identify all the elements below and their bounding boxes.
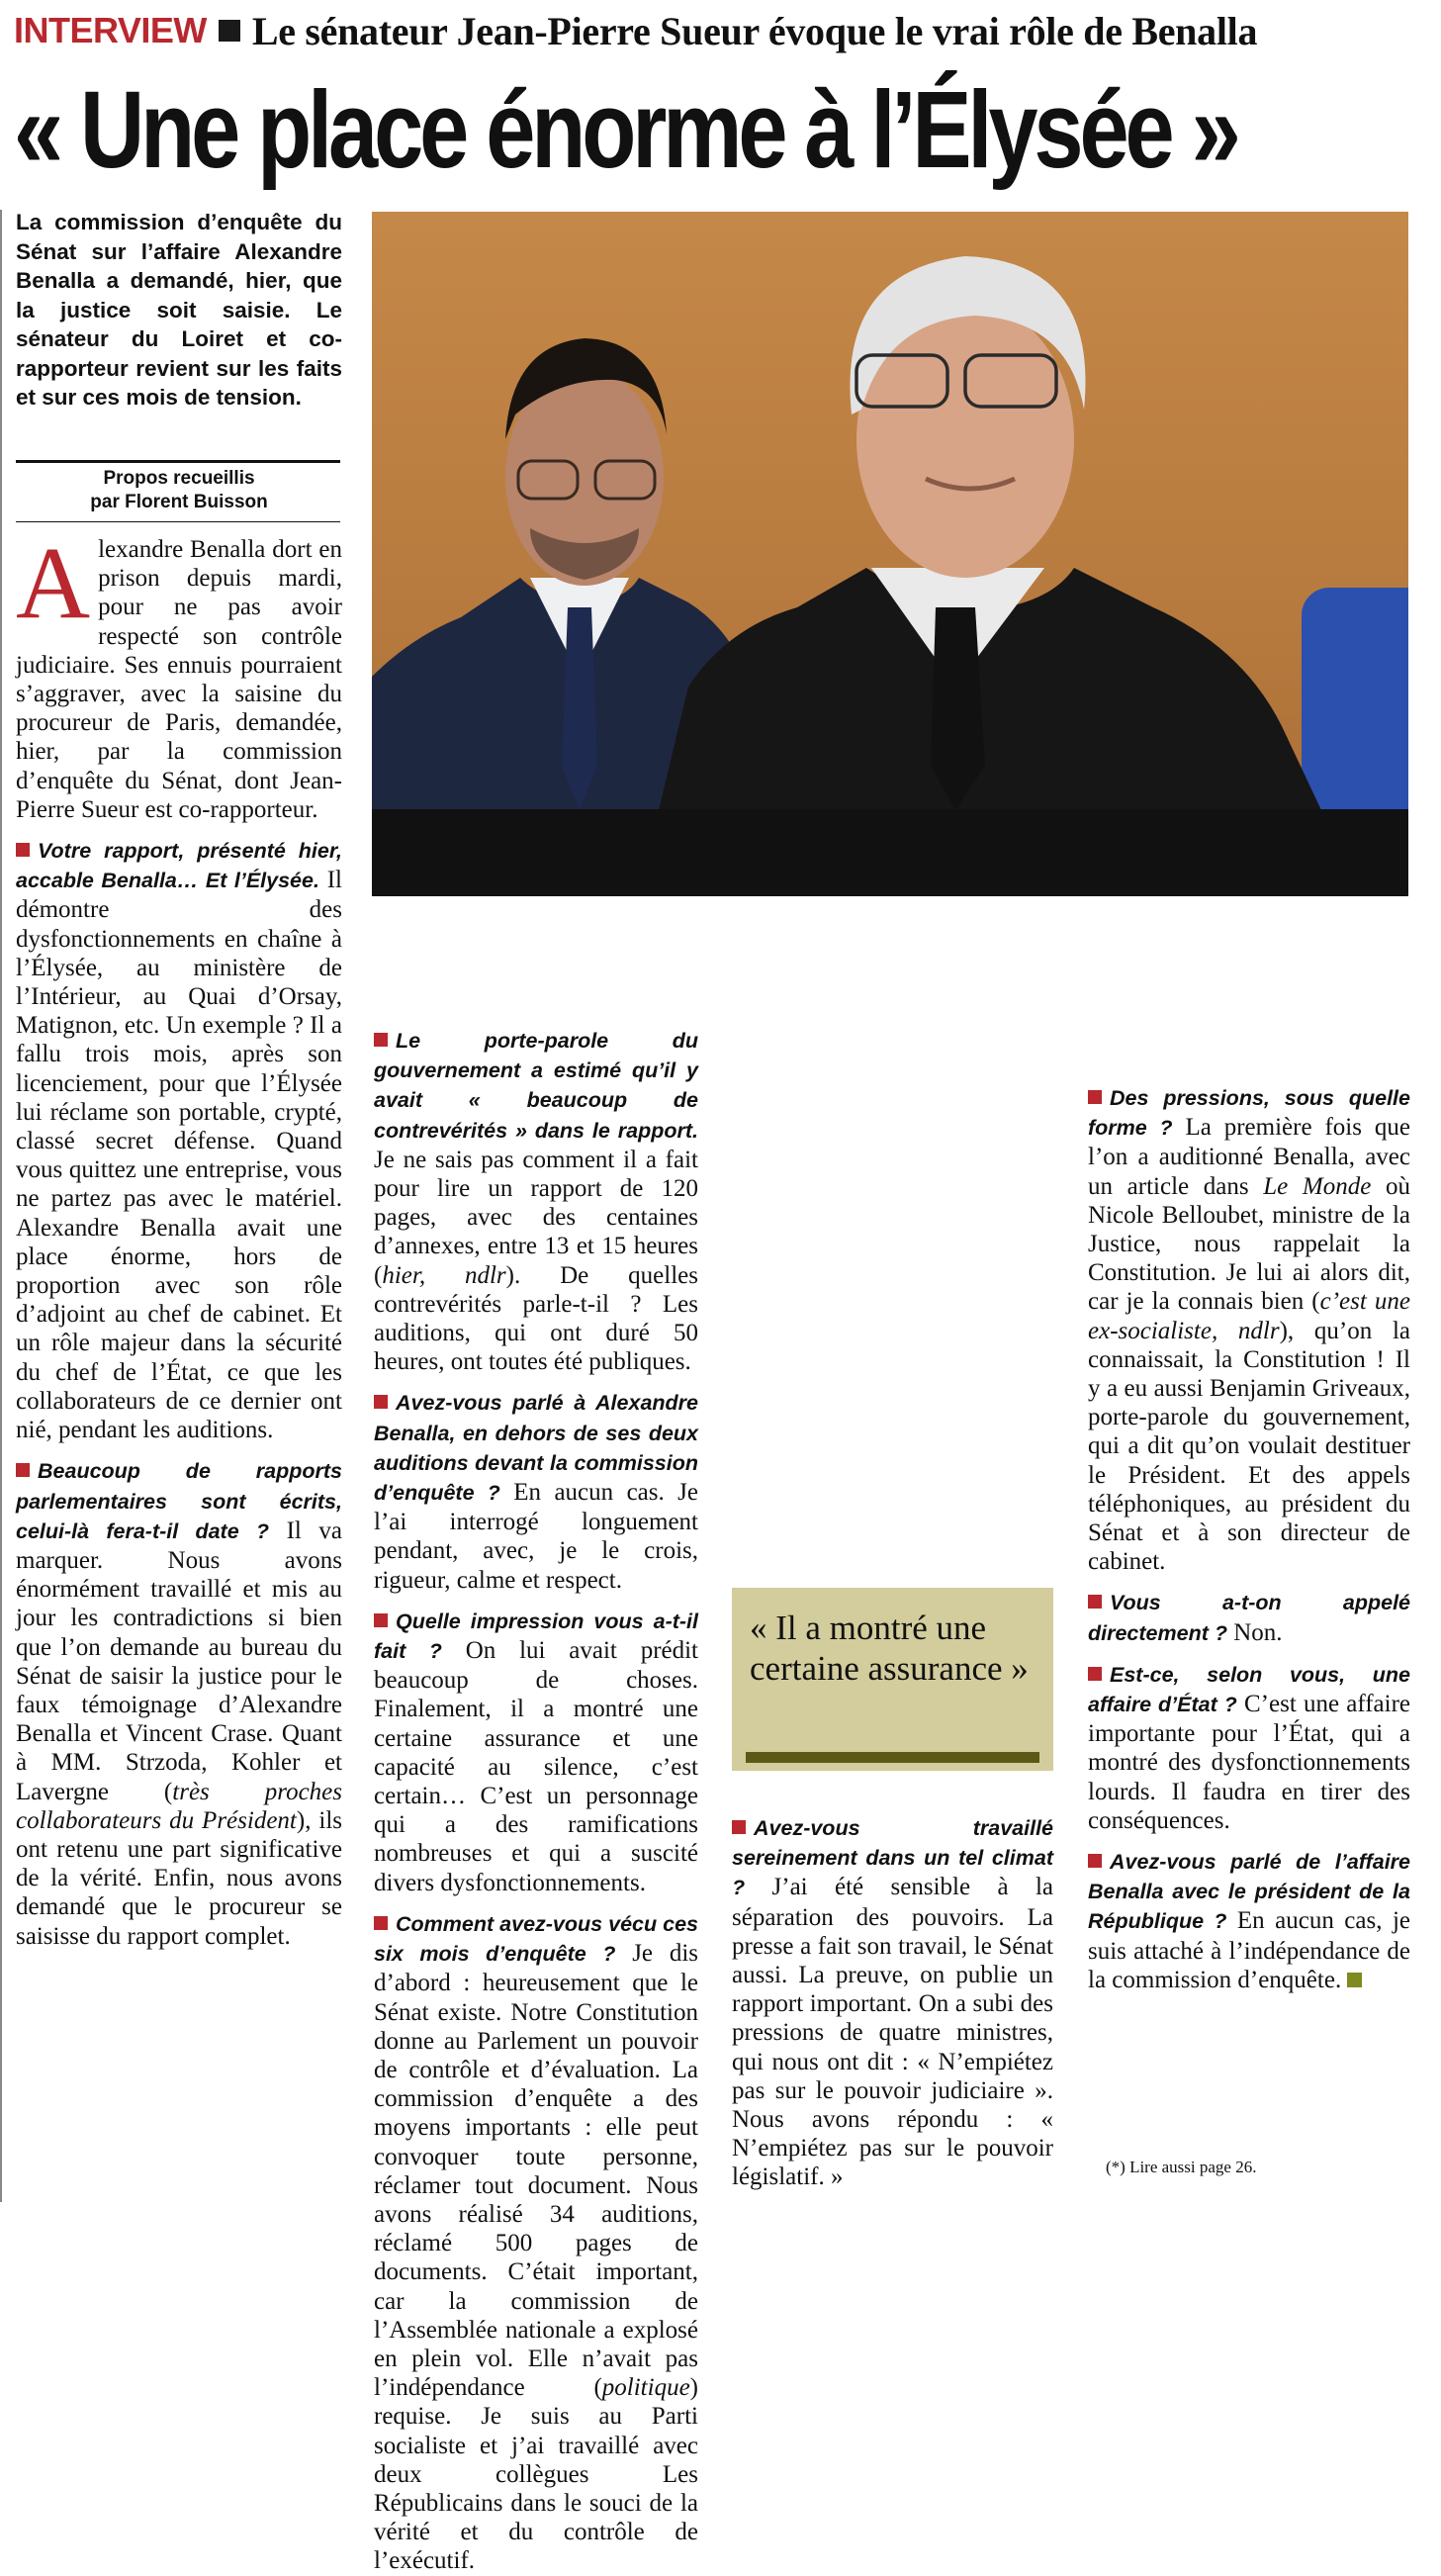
answer: On lui avait prédit beaucoup de choses. Finalement, il a montré une certaine assurance et une capacité au silence, c’est certain… C’est un personnage qui a des ramifications nombreuses et qui a suscité divers dysfonctionnements. xyxy=(374,1637,699,1896)
photo-credit: PHOTO AFP xyxy=(581,950,667,966)
question-square-icon xyxy=(374,1916,388,1930)
question: Votre rapport, présenté hier, accable Benalla… Et l’Élysée. xyxy=(16,839,342,893)
question-square-icon xyxy=(374,1613,388,1627)
news-photo xyxy=(372,212,1408,896)
answer: C’est une affaire importante pour l’État, qui a montré des dysfonctionnements lourds. Il faudra en tirer des conséquences. xyxy=(1088,1691,1410,1834)
caption-text: Alexandre Benalla et le sénateur loirétain, lors d’une des deux auditions devant la commission d’enquête du Sénat. xyxy=(390,915,1383,967)
question-square-icon xyxy=(1088,1667,1102,1681)
answer: La première fois que l’on a auditionné Benalla, avec un article dans xyxy=(1088,1114,1410,1200)
qa-block: Des pressions, sous quelle forme ? La première fois que l’on a auditionné Benalla, avec un article dans Le Monde où Nicole Belloubet, ministre de la Justice, nous rappelait la Constitution. Je lui ai alors dit, car je la connais bien (c’est une ex-socialiste, ndlr), qu’on la connaissait, la Constitution ! Il y a eu aussi Benjamin Griveaux, porte-parole du gouvernement, qui a dit qu’on voulait destituer le Président. Et des appels téléphoniques, au président du Sénat et à son directeur de cabinet. xyxy=(1088,1086,1411,1576)
qa-block: Le porte-parole du gouvernement a estimé qu’il y avait « beaucoup de contrevérités » dans le rapport. Je ne sais pas comment il a fait pour lire un rapport de 120 pages, avec des centaines d’annexes, entre 13 et 15 heures (hier, ndlr). De quelles contrevérités parle-t-il ? Les auditions, qui ont duré 50 heures, ont toutes été publiques. xyxy=(374,1029,698,1376)
answer: Je dis d’abord : heureusement que le Sénat existe. Notre Constitution donne au Parlement un pouvoir de contrôle et d’évaluation. La commission d’enquête a des moyens importants : elle peut convoquer toute personne, réclamer tout document. Nous avons réalisé 34 auditions, réclamé 500 pages de documents. C’était important, car la commission de l’Assemblée nationale a explosé en plein vol. Elle n’avait pas l’indépendance ( xyxy=(374,1940,699,2402)
question-square-icon xyxy=(1088,1090,1102,1104)
question: Vous a-t-on appelé directement ? xyxy=(1088,1591,1410,1645)
question: Beaucoup de rapports parlementaires sont écrits, celui-là fera-t-il date ? xyxy=(16,1459,342,1543)
caption-label: ÉCHANGES. xyxy=(390,915,513,938)
question: Avez-vous parlé de l’affaire Benalla avec le président de la République ? xyxy=(1088,1850,1410,1934)
answer: Non. xyxy=(1233,1618,1283,1646)
section-label: INTERVIEW xyxy=(14,10,207,50)
byline-line1: Propos recueillis xyxy=(103,468,255,489)
article-column-3 xyxy=(732,1813,1053,2192)
article-column-1 xyxy=(16,526,342,1951)
question-square-icon xyxy=(16,843,30,857)
kicker-subtitle: Le sénateur Jean-Pierre Sueur évoque le vrai rôle de Benalla xyxy=(251,8,1258,53)
answer: En aucun cas. Je l’ai interrogé longuement pendant, avec, je le crois, rigueur, calme et respect. xyxy=(374,1479,699,1594)
photo-caption xyxy=(390,912,1394,973)
headline: « Une place énorme à l’Élysée » xyxy=(14,69,1237,191)
qa-block xyxy=(374,1607,698,1897)
byline xyxy=(16,467,342,514)
question-square-icon xyxy=(732,1820,746,1834)
byline-line2: par Florent Buisson xyxy=(90,492,268,512)
kicker xyxy=(14,6,1428,55)
byline-rule xyxy=(16,460,340,463)
end-square-icon xyxy=(1347,1973,1362,1987)
qa-block xyxy=(1088,1847,1410,1994)
question-square-icon xyxy=(374,1395,388,1409)
question-square-icon xyxy=(1088,1854,1102,1868)
question: Est-ce, selon vous, une affaire d’État ? xyxy=(1088,1662,1410,1717)
qa-block xyxy=(1088,1660,1410,1835)
qa-block xyxy=(732,1813,1053,2192)
byline-rule-bottom xyxy=(16,521,340,522)
answer: Il démontre des dysfonctionnements en chaîne à l’Élysée, au ministère de l’Intérieur, au Quai d’Orsay, Matignon, etc. Un exemple ? Il a fallu trois mois, après son licenciement, pour que l’Élysée lui réclame son portable, crypté, classé secret défense. Quand vous quittez une entreprise, vous ne partez pas avec le matériel. Alexandre Benalla avait une place énorme, hors de proportion avec son rôle d’adjoint au chef de cabinet. Et un rôle majeur dans la sécurité du chef de l’État, ce que les collaborateurs de ce dernier ont nié, pendant les auditions. xyxy=(16,867,342,1444)
question: Quelle impression vous a-t-il fait ? xyxy=(374,1609,698,1664)
question-square-icon xyxy=(374,1033,388,1047)
footnote: (*) Lire aussi page 26. xyxy=(1106,2158,1257,2176)
question: Avez-vous parlé à Alexandre Benalla, en dehors de ses deux auditions devant la commission d’enquête ? xyxy=(374,1391,698,1506)
caption-band xyxy=(372,809,1408,896)
column-divider xyxy=(0,210,2,2202)
answer: Il va marquer. Nous avons énormément travaillé et mis au jour les contradictions si bien que l’on demande au bureau du Sénat de saisir la justice pour le faux témoignage d’Alexandre Benalla et Vincent Crase. Quant à MM. Strzoda, Kohler et Lavergne ( xyxy=(16,1517,342,1805)
qa-block: Beaucoup de rapports parlementaires sont écrits, celui-là fera-t-il date ? Il va marquer. Nous avons énormément travaillé et mis au jour les contradictions si bien que l’on demande au bureau du Sénat de saisir la justice pour le faux témoignage d’Alexandre Benalla et Vincent Crase. Quant à MM. Strzoda, Kohler et Lavergne (très proches collaborateurs du Président), ils ont retenu une part significative de la vérité. Enfin, nous avons demandé que le procureur se saisisse du rapport complet. xyxy=(16,1459,342,1950)
question-square-icon xyxy=(16,1463,30,1477)
article-column-4 xyxy=(1088,1083,1410,1994)
qa-block xyxy=(16,836,342,1444)
answer: En aucun cas, je suis attaché à l’indépendance de la commission d’enquête. xyxy=(1088,1907,1410,1993)
qa-block xyxy=(1088,1588,1410,1647)
answer: J’ai été sensible à la séparation des pouvoirs. La presse a fait son travail, le Sénat aussi. La preuve, on publie un rapport important. On a subi des pressions de quatre ministres, qui nous ont dit : « N’empiétez pas sur le pouvoir judiciaire ». Nous avons répondu : « N’empiétez pas sur le pouvoir législatif. » xyxy=(732,1874,1053,2191)
bullet-square-icon xyxy=(219,20,240,42)
pull-quote-bar xyxy=(746,1752,1039,1763)
drop-cap: A xyxy=(16,526,91,640)
qa-block: Comment avez-vous vécu ces six mois d’enquête ? Je dis d’abord : heureusement que le Sénat existe. Notre Constitution donne au Parlement un pouvoir de contrôle et d’évaluation. La commission d’enquête a des moyens importants : elle peut convoquer toute personne, réclamer tout document. Nous avons réalisé 34 auditions, réclamé 500 pages de documents. C’était important, car la commission de l’Assemblée nationale a explosé en plein vol. Elle n’avait pas l’indépendance (politique) requise. Je suis au Parti socialiste et j’ai travaillé avec deux collègues Les Républicains dans le souci de la vérité et du contrôle de l’exécutif. xyxy=(374,1911,699,2575)
question: Des pressions, sous quelle forme ? xyxy=(1088,1086,1410,1141)
pull-quote xyxy=(732,1588,1053,1771)
answer: Je ne sais pas comment il a fait pour lire un rapport de 120 pages, avec des centaines d’annexes, entre 13 et 15 heures ( xyxy=(374,1146,698,1289)
photo-figures xyxy=(372,212,1408,896)
question: Le porte-parole du gouvernement a estimé qu’il y avait « beaucoup de contrevérités » dans le rapport. xyxy=(374,1029,698,1143)
intro-paragraph: Alexandre Benalla dort en prison depuis mardi, pour ne pas avoir respecté son contrôle judiciaire. Ses ennuis pourraient s’aggraver, avec la saisine du procureur de Paris, demandée, hier, par la commission d’enquête du Sénat, dont Jean-Pierre Sueur est co-rapporteur. xyxy=(16,526,342,823)
article-column-2 xyxy=(374,1026,698,2576)
question: Avez-vous travaillé sereinement dans un tel climat ? xyxy=(732,1816,1053,1900)
qa-block xyxy=(374,1388,698,1594)
pull-quote-text: « Il a montré une certaine assurance » xyxy=(750,1609,1029,1688)
question-square-icon xyxy=(1088,1595,1102,1609)
question: Comment avez-vous vécu ces six mois d’enquête ? xyxy=(374,1911,698,1967)
lede: La commission d’enquête du Sénat sur l’affaire Alexandre Benalla a demandé, hier, que la justice soit saisie. Le sénateur du Loiret et co-rapporteur revient sur les faits et sur ces mois de tension. xyxy=(16,210,342,410)
